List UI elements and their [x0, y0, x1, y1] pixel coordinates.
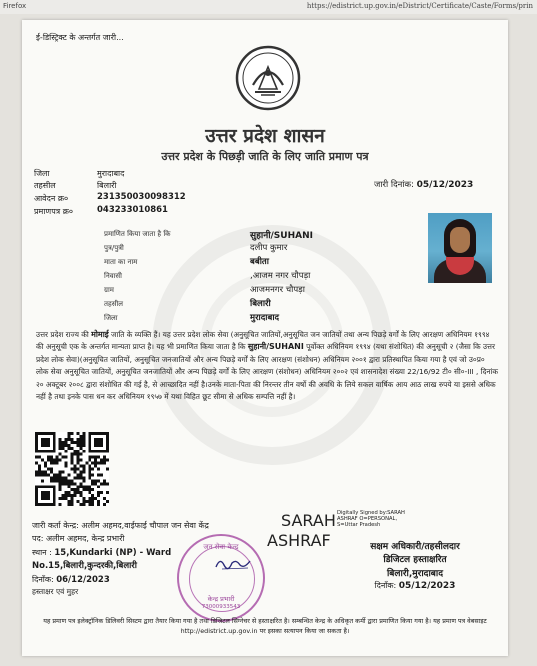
browser-url[interactable]: https://edistrict.up.gov.in/eDistrict/Certificate/Caste/Forms/prin	[306, 2, 533, 10]
applicant-name: सुहानी/SUHANI	[250, 231, 313, 241]
body-applicant-name: सुहानी/SUHANI	[247, 342, 304, 352]
person-tehsil-label: तहसील	[104, 300, 123, 308]
certificate-number-value: 043233010861	[97, 205, 168, 215]
person-district-value: मुरादाबाद	[250, 313, 280, 323]
issuer-date-label: दिनाँक:	[32, 575, 54, 584]
certify-label: प्रमाणित किया जाता है कि	[104, 230, 171, 238]
digital-signer-last: ASHRAF	[267, 531, 331, 550]
body-part-2: जाति के व्यक्ति हैं। यह उत्तर प्रदेश लोक सेवा (अनुसूचित जातियों,अनुसूचित जन जातियों तथा अन्य पिछड़े वर्गों के लिए आरक्षण अधिनियम १९९४ की अनुसूची एक के अन्तर्गत मान्यता प्राप्त है।	[36, 330, 490, 352]
village-label: ग्राम	[104, 286, 114, 294]
issue-date-label: जारी दिनांक:	[374, 180, 414, 190]
person-tehsil-value: बिलारी	[250, 299, 271, 309]
stamp-center-label: केन्द्र प्रभारी	[207, 595, 235, 603]
district-label: जिला	[34, 169, 50, 178]
authority-title: सक्षम अधिकारी/तहसीलदार	[370, 542, 460, 552]
person-district-label: जिला	[104, 314, 118, 322]
digital-signer-first: SARAH	[281, 511, 336, 530]
tehsil-value: बिलारी	[97, 181, 117, 190]
resident-value: ,आजम नगर चौपड़ा	[250, 271, 311, 281]
digital-signature-details: Digitally Signed by:SARAH ASHRAF O=PERSONAL, S=Uttar Pradesh	[337, 510, 405, 528]
authority-digital-signed: डिजिटल हस्ताक्षरित	[383, 555, 447, 565]
stamp-id: 73000933543	[201, 604, 241, 610]
caste-name: मोमाई	[91, 330, 109, 339]
tehsil-label: तहसील	[34, 181, 56, 190]
issuer-center-value: अलीम अहमद,वाईफाई चौपाल जन सेवा केंद्र	[81, 521, 209, 530]
authority-date-value: 05/12/2023	[398, 581, 456, 591]
application-number-label: आवेदन क्र०	[34, 194, 69, 203]
government-title: उत्तर प्रदेश शासन	[205, 125, 325, 147]
issuer-center-label: जारी कर्ता केन्द्र:	[32, 521, 79, 530]
issuer-place-value-1: 15,Kundarki (NP) - Ward	[54, 548, 172, 558]
issuer-sign-label: हस्ताक्षर एवं मुहर	[32, 587, 79, 596]
certificate-body-text	[36, 329, 498, 403]
application-number-value: 231350030098312	[97, 192, 186, 202]
body-part-4: पूर्वोक्त अधिनियम १९९४ (यथा संशोधित) की अनुसूची २ (जैसा कि उत्तर प्रदेश लोक सेवा)(अनुसूचित जातियों, अनुसूचित जनजातियों और अन्य पिछड़े वर्गों के लिए आरक्षण (संशोधन) अधिनियम २००१ द्वारा प्रतिस्थापित किया गया है एवं जो उ०प्र० लोक सेवा अनुसूचित जातियों, अनुसूचित जनजातियों और अन्य पिछड़े वर्गों के लिए आरक्षण (संशोधन) अधिनियम २००२ एवं शासनादेश संख्या 22/16/92 टी० सी०-III , दिनांक २० अक्टूबर २००८ द्वारा संशोधित की गई है, से आच्छादित नहीं है।उनके माता-पिता की निरन्तर तीन वर्षो की अवधि के लिये सकल वार्षिक आय आठ लाख रुपये या इससे अधिक नहीं है तथा इनके पास धन कर अधिनियम १९५७ में यथा विहित छूट सीमा से अधिक सम्पत्ति नहीं है।	[36, 342, 498, 402]
certificate-title: उत्तर प्रदेश के पिछड़ी जाति के लिए जाति प्रमाण पत्र	[161, 150, 369, 163]
authority-date-label: दिनाँक:	[374, 581, 397, 590]
issuer-date-value: 06/12/2023	[56, 575, 110, 585]
up-government-emblem-icon	[235, 45, 301, 111]
mother-name: बबीता	[250, 257, 269, 267]
father-name: दलीप कुमार	[250, 243, 288, 253]
verification-qr-code	[35, 432, 109, 506]
browser-header	[0, 0, 537, 14]
copy-note: ई-डिस्ट्रिक्ट के अन्तर्गत जारी...	[36, 33, 124, 42]
browser-app-name: Firefox	[3, 2, 27, 10]
body-part-1: उत्तर प्रदेश राज्य की	[36, 330, 89, 339]
caste-certificate	[22, 20, 508, 656]
certificate-number-label: प्रमाणपत्र क्र०	[34, 207, 73, 216]
issuer-place-value-2: No.15,बिलारी,कुन्दरकी,बिलारी	[32, 561, 137, 571]
stamp-top-text: जन सेवा केन्द्र	[203, 543, 239, 551]
mother-label: माता का नाम	[104, 258, 138, 266]
father-label: पुत्र/पुत्री	[104, 244, 124, 252]
issuer-post-label: पद:	[32, 534, 44, 543]
resident-label: निवासी	[104, 272, 122, 280]
footer-note: यह प्रमाण पत्र इलेक्ट्रॉनिक डिलिवरी सिस्टम द्वारा तैयार किया गया है तथा डिजिटल सिग्नेचर से हस्ताक्षरित है। सम्बन्धित केन्द्र के अधिकृत कर्मी द्वारा प्रमाणित किया गया है। यह प्रमाण पत्र वेबसाइट http://edistrict.up.gov.in पर इसका सत्यापन किया जा सकता है।	[43, 617, 487, 635]
district-value: मुरादाबाद	[97, 169, 125, 178]
issuer-post-value: अलीम अहमद, केन्द्र प्रभारी	[46, 534, 125, 543]
authority-place: बिलारी,मुरादाबाद	[386, 569, 444, 579]
issuer-place-label: स्थान :	[32, 548, 52, 557]
applicant-photo	[428, 213, 492, 283]
issue-date-value: 05/12/2023	[416, 180, 474, 190]
handwritten-signature-icon	[214, 555, 254, 571]
body-part-3: यह भी प्रमाणित किया जाता है कि	[156, 342, 246, 352]
village-value: आजमनगर चौपड़ा	[250, 285, 305, 295]
jan-seva-kendra-stamp	[177, 534, 265, 622]
